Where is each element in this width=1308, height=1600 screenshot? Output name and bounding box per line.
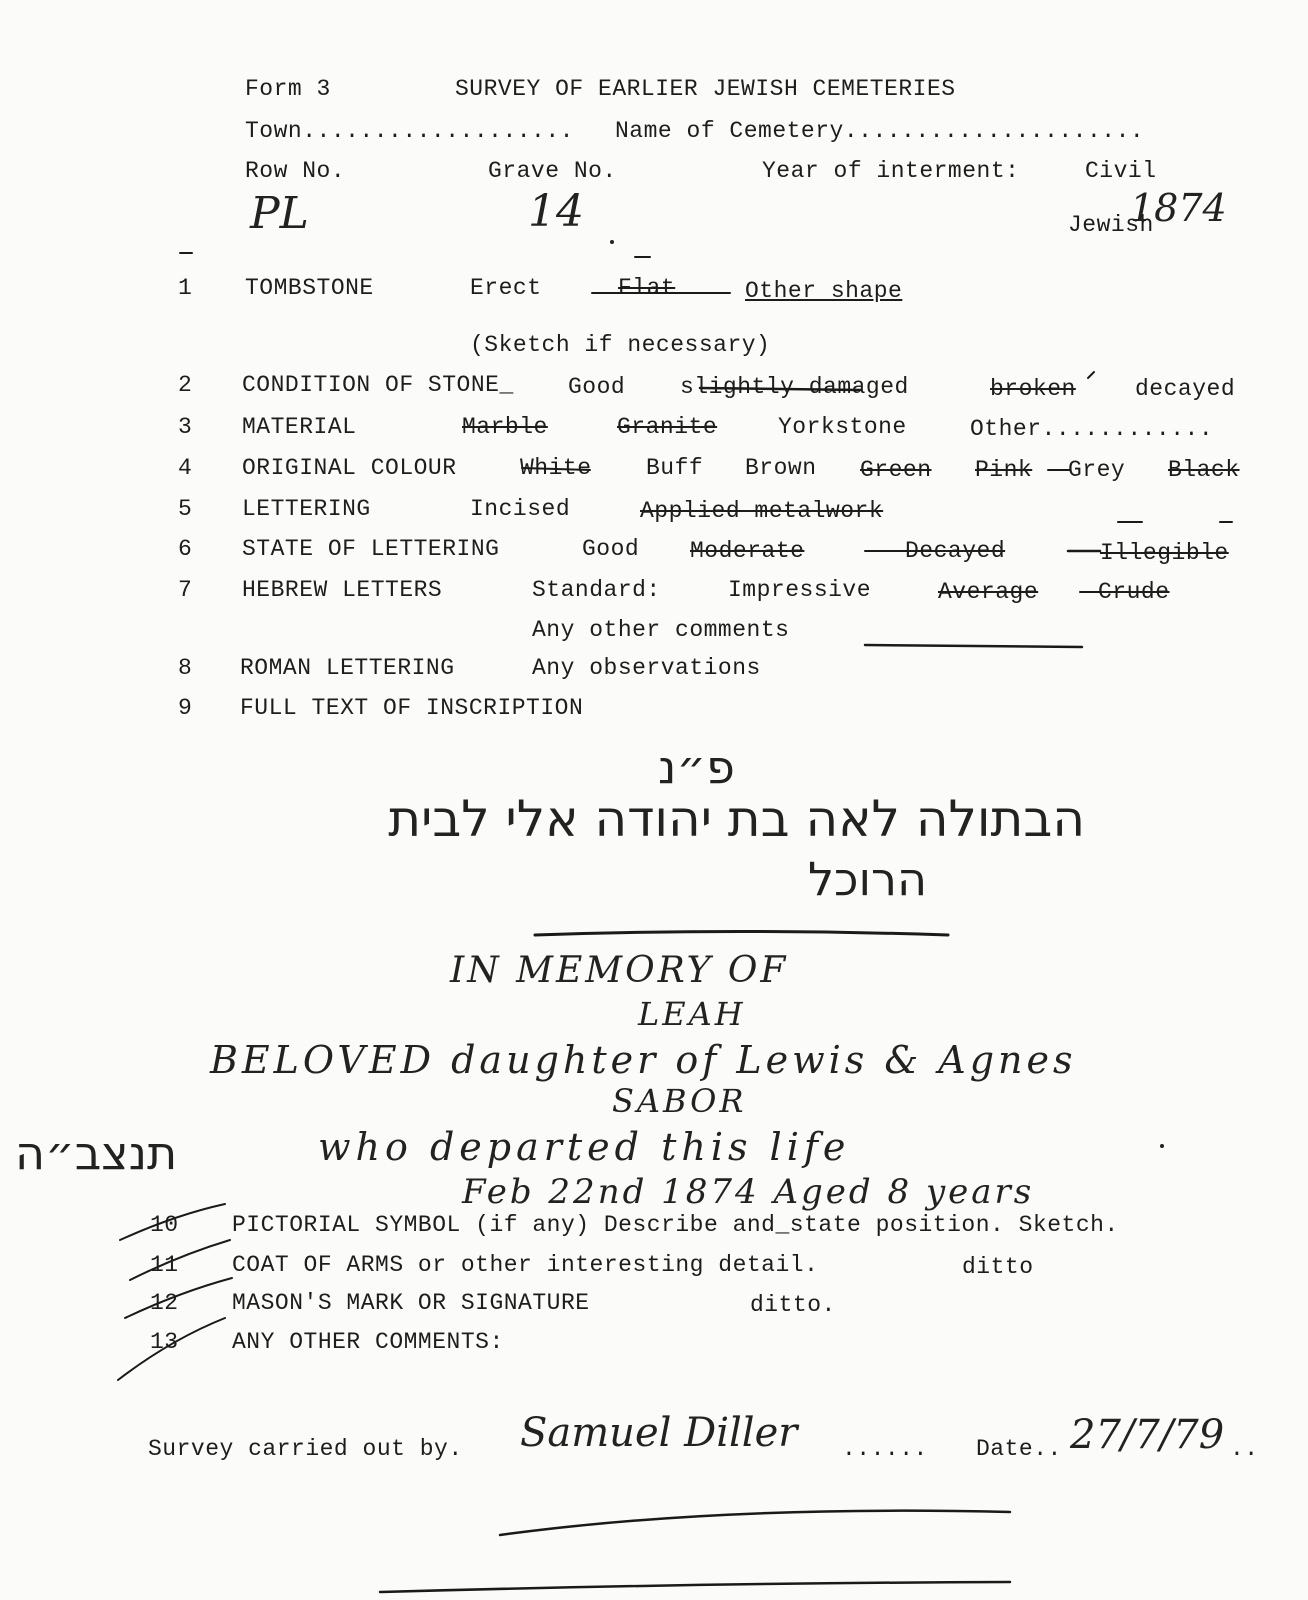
item-8-label: ROMAN LETTERING	[240, 655, 455, 681]
row-value: PL	[250, 188, 309, 239]
item-4-option-green: Green	[860, 457, 932, 483]
surveyor-signature: Samuel Diller	[520, 1410, 798, 1456]
row-label: Row No.	[245, 158, 346, 184]
item-12-note: ditto.	[750, 1292, 836, 1318]
item-7-label: HEBREW LETTERS	[242, 577, 443, 603]
item-1-number: 1	[178, 275, 193, 301]
date-value: 27/7/79	[1070, 1412, 1225, 1458]
item-4-option-white: White	[520, 455, 592, 481]
item-5-option-applied-metalwork: Applied metalwork	[640, 498, 884, 524]
inscription-divider	[535, 932, 948, 936]
comments-line	[865, 645, 1082, 647]
strike-slightly-damaged	[700, 388, 860, 390]
jewish-label: Jewish	[1068, 212, 1154, 238]
survey-dots: ......	[842, 1436, 928, 1462]
item-10-label: PICTORIAL SYMBOL (if any) Describe and_state position. Sketch.	[232, 1212, 1119, 1238]
item-1-option-other: Other shape	[745, 278, 903, 304]
grave-value: 14	[528, 186, 584, 237]
form-title: SURVEY OF EARLIER JEWISH CEMETERIES	[455, 76, 956, 102]
item-8-number: 8	[178, 655, 193, 681]
item-6-number: 6	[178, 536, 193, 562]
item-5-label: LETTERING	[242, 496, 371, 522]
inscription-english-1: IN MEMORY OF	[450, 950, 789, 991]
speck	[1160, 1144, 1164, 1148]
item-3-label: MATERIAL	[242, 414, 357, 440]
date-dots: ..	[1230, 1436, 1259, 1462]
item-6-option-good: Good	[582, 536, 640, 562]
item-1-option-erect: Erect	[470, 275, 542, 301]
scribble-10	[120, 1204, 225, 1240]
item-4-option-buff: Buff	[646, 455, 704, 481]
tick-mark	[1088, 372, 1094, 378]
item-3-number: 3	[178, 414, 193, 440]
grave-label: Grave No.	[488, 158, 617, 184]
civil-label: Civil	[1085, 158, 1157, 184]
item-4-number: 4	[178, 455, 193, 481]
item-1-label: TOMBSTONE	[245, 275, 374, 301]
item-9-number: 9	[178, 695, 193, 721]
item-12-label: MASON'S MARK OR SIGNATURE	[232, 1290, 590, 1316]
inscription-hebrew-top: פ״נ	[658, 740, 735, 794]
item-11-label: COAT OF ARMS or other interesting detail.	[232, 1252, 819, 1278]
item-2-option-decayed: decayed	[1135, 376, 1236, 402]
item-2-label: CONDITION OF STONE_	[242, 372, 514, 398]
item-2-option-slightly-damaged: slightly damaged	[680, 374, 909, 400]
item-3-option-marble: Marble	[462, 414, 548, 440]
item-4-option-brown: Brown	[745, 455, 817, 481]
item-12-number: 12	[150, 1290, 179, 1316]
item-8-note: Any observations	[532, 655, 761, 681]
inscription-hebrew-line-2: הרוכל	[808, 852, 928, 906]
item-7-number: 7	[178, 577, 193, 603]
item-1-option-flat: Flat	[618, 275, 676, 301]
item-13-number: 13	[150, 1329, 179, 1355]
item-11-number: 11	[150, 1252, 179, 1278]
item-13-label: ANY OTHER COMMENTS:	[232, 1329, 504, 1355]
item-2-option-good: Good	[568, 374, 626, 400]
item-4-option-pink: Pink	[975, 457, 1033, 483]
item-3-option-granite: Granite	[617, 414, 718, 440]
form-number: Form 3	[245, 76, 331, 102]
cemetery-label: Name of Cemetery.....................	[615, 118, 1145, 144]
item-7-option-crude: Crude	[1098, 579, 1170, 605]
item-7-option-impressive: Impressive	[728, 577, 872, 603]
survey-label: Survey carried out by.	[148, 1436, 463, 1462]
bottom-stroke	[500, 1511, 1010, 1535]
inscription-english-2: LEAH	[638, 995, 746, 1033]
item-6-option-decayed: Decayed	[905, 538, 1006, 564]
item-7-option-average: Average	[938, 579, 1039, 605]
item-7-option-standard: Standard:	[532, 577, 661, 603]
item-7-note: Any other comments	[532, 617, 790, 643]
scribble-11	[130, 1240, 230, 1280]
item-4-option-black: Black	[1168, 457, 1240, 483]
item-1-note: (Sketch if necessary)	[470, 332, 771, 358]
item-6-option-moderate: Moderate	[690, 538, 805, 564]
town-label: Town...................	[245, 118, 574, 144]
item-9-label: FULL TEXT OF INSCRIPTION	[240, 695, 584, 721]
scribble-13	[118, 1318, 225, 1380]
item-11-note: ditto	[962, 1254, 1034, 1280]
item-2-number: 2	[178, 372, 193, 398]
date-label: Date..	[976, 1436, 1062, 1462]
year-value: 1874	[1130, 186, 1227, 230]
inscription-hebrew-line-1: הבתולה לאה בת יהודה אלי לבית	[388, 790, 1085, 848]
inscription-hebrew-side: תנצב״ה	[15, 1126, 178, 1180]
item-3-option-other: Other............	[970, 416, 1214, 442]
item-4-option-grey: Grey	[1068, 457, 1126, 483]
inscription-english-4: SABOR	[612, 1082, 747, 1120]
inscription-english-5: who departed this life	[318, 1125, 851, 1169]
inscription-english-3: BELOVED daughter of Lewis & Agnes	[210, 1038, 1077, 1082]
item-6-option-illegible: Illegible	[1100, 540, 1229, 566]
item-6-label: STATE OF LETTERING	[242, 536, 500, 562]
item-10-number: 10	[150, 1212, 179, 1238]
bottom-stroke	[380, 1582, 1010, 1592]
item-5-number: 5	[178, 496, 193, 522]
scribble-12	[125, 1278, 232, 1318]
item-3-option-yorkstone: Yorkstone	[778, 414, 907, 440]
item-4-label: ORIGINAL COLOUR	[242, 455, 457, 481]
year-label: Year of interment:	[762, 158, 1020, 184]
item-5-option-incised: Incised	[470, 496, 571, 522]
speck	[610, 240, 614, 244]
item-2-option-broken: broken	[990, 376, 1076, 402]
strike-white	[522, 468, 590, 470]
inscription-english-6: Feb 22nd 1874 Aged 8 years	[462, 1172, 1035, 1212]
